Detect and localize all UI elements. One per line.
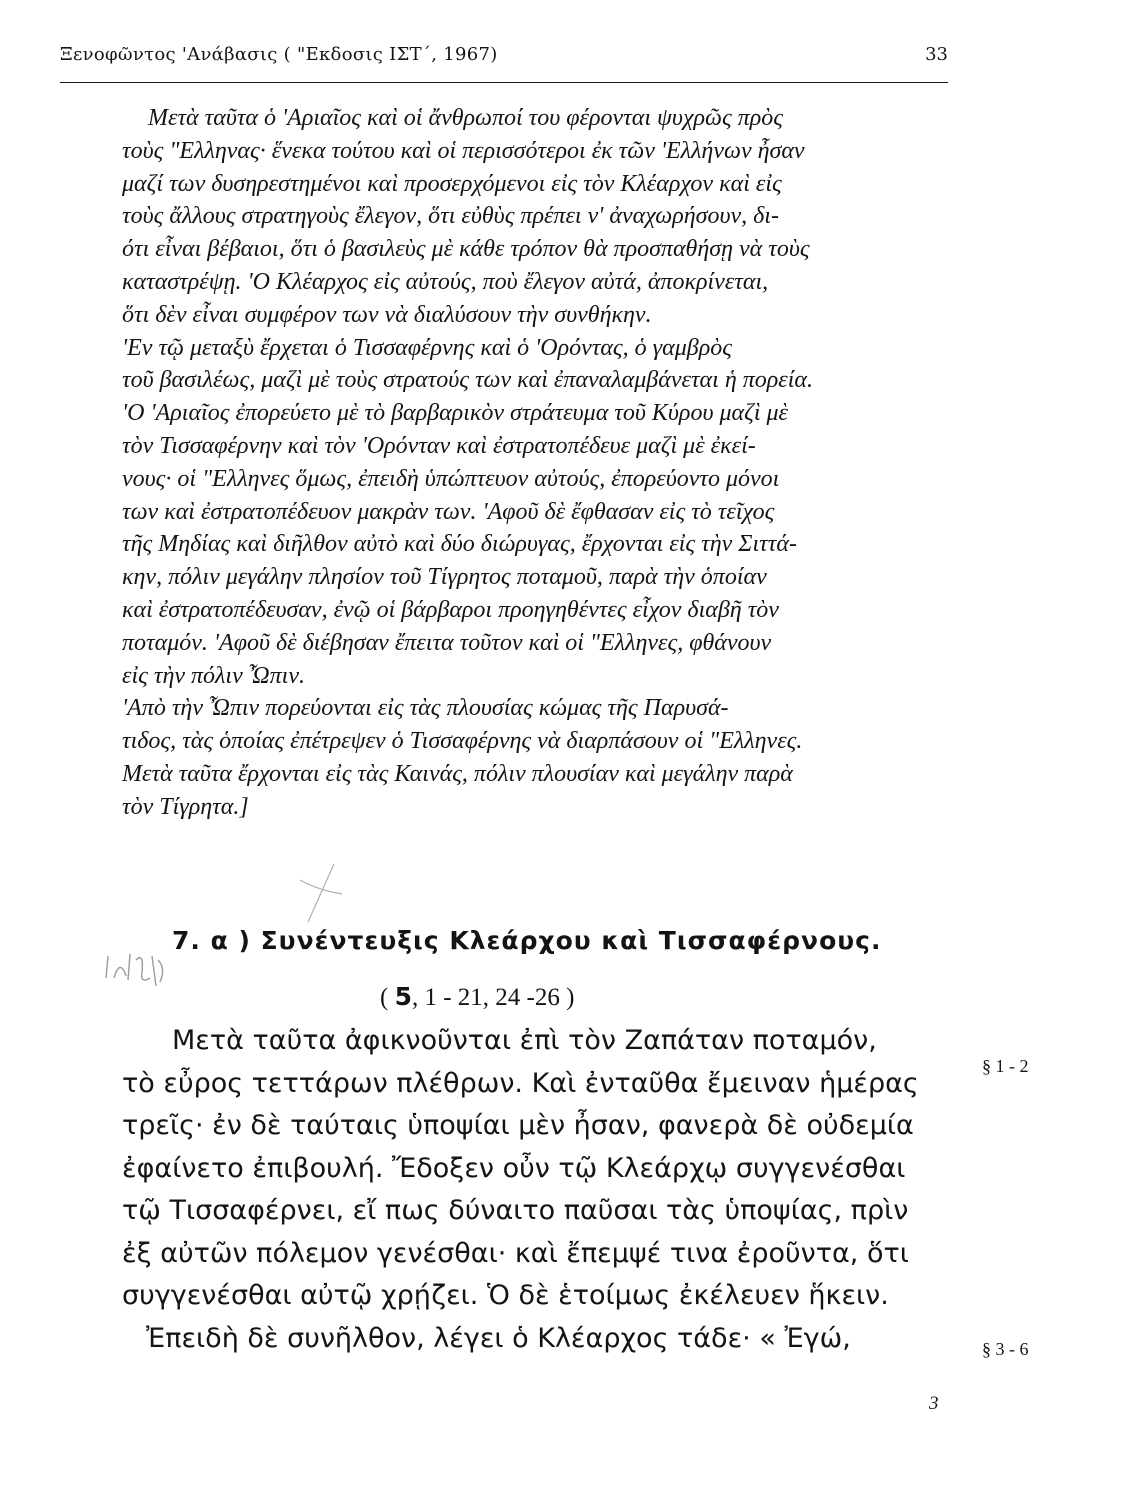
text-line: Ἐπειδὴ δὲ συνῆλθον, λέγει ὁ Κλέαρχος τάδε· « Ἐγώ, xyxy=(146,1322,851,1354)
text-line: καὶ ἐστρατοπέδευσαν, ἐνῷ οἱ βάρβαροι προηγηθέντες εἶχον διαβῆ τὸν xyxy=(122,596,779,623)
text-line: κην, πόλιν μεγάλην πλησίον τοῦ Τίγρητος ποταμοῦ, παρὰ τὴν ὁποίαν xyxy=(122,564,767,591)
ref-chapter: 5 xyxy=(394,982,412,1011)
handwritten-margin-mark xyxy=(100,938,170,998)
text-line: Μετὰ ταῦτα ἔρχονται εἰς τὰς Καινάς, πόλιν πλουσίαν καὶ μεγάλην παρὰ xyxy=(122,760,793,787)
running-title: Ξενοφῶντος 'Ανάβασις ( "Εκδοσις ΙΣΤ΄, 1967) xyxy=(60,44,498,65)
text-line: τοὺς "Ελληνας· ἕνεκα τούτου καὶ οἱ περισσότεροι ἐκ τῶν 'Ελλήνων ἦσαν xyxy=(122,137,805,164)
section-heading: 7. α ) Συνέντευξις Κλεάρχου καὶ Τισσαφέρνους. xyxy=(172,926,882,955)
text-line: Μετὰ ταῦτα ἀφικνοῦνται ἐπὶ τὸν Ζαπάταν ποταμόν, xyxy=(172,1025,877,1056)
ref-rest: , 1 - 21, 24 -26 ) xyxy=(411,984,575,1011)
text-line: 'Εν τῷ μεταξὺ ἔρχεται ὁ Τισσαφέρνης καὶ ὁ 'Ορόντας, ὁ γαμβρὸς xyxy=(122,334,732,361)
text-line: ποταμόν. 'Αφοῦ δὲ διέβησαν ἔπειτα τοῦτον καὶ οἱ "Ελληνες, φθάνουν xyxy=(122,629,772,656)
page-number: 33 xyxy=(925,44,948,65)
text-line: ἐφαίνετο ἐπιβουλή. Ἔδοξεν οὖν τῷ Κλεάρχῳ συγγενέσθαι xyxy=(122,1152,906,1184)
greek-text-block xyxy=(122,1020,962,1360)
text-line: τῆς Μηδίας καὶ διῆλθον αὐτὸ καὶ δύο διώρυγας, ἔρχονται εἰς τὴν Σιττά- xyxy=(122,531,797,558)
signature-mark: 3 xyxy=(929,1393,939,1414)
text-line: τρεῖς· ἐν δὲ ταύταις ὑποψίαι μὲν ἦσαν, φανερὰ δὲ οὐδεμία xyxy=(122,1110,914,1141)
text-line: τῷ Τισσαφέρνει, εἴ πως δύναιτο παῦσαι τὰς ὑποψίας, πρὶν xyxy=(122,1195,909,1226)
text-line: 'Ο 'Αριαῖος ἐπορεύετο μὲ τὸ βαρβαρικὸν στράτευμα τοῦ Κύρου μαζὶ μὲ xyxy=(122,400,788,427)
text-line: Μετὰ ταῦτα ὁ 'Αριαῖος καὶ οἱ ἄνθρωποί του φέρονται ψυχρῶς πρὸς xyxy=(148,105,783,131)
section-reference xyxy=(380,982,574,1012)
italic-summary-block xyxy=(122,102,958,824)
paragraph-sidenote: § 3 - 6 xyxy=(982,1339,1029,1359)
text-line: των καὶ ἐστρατοπέδευον μακρὰν των. 'Αφοῦ δὲ ἔφθασαν εἰς τὸ τεῖχος xyxy=(122,498,775,525)
text-line: μαζί των δυσηρεστημένοι καὶ προσερχόμενοι εἰς τὸν Κλέαρχον καὶ εἰς xyxy=(122,170,782,197)
pencil-cross-mark xyxy=(290,860,350,930)
text-line: τὸν Τίγρητα.] xyxy=(122,793,249,820)
paragraph-sidenote: § 1 - 2 xyxy=(982,1056,1029,1076)
header-rule xyxy=(60,82,948,83)
text-line: τοῦ βασιλέως, μαζὶ μὲ τοὺς στρατούς των καὶ ἐπαναλαμβάνεται ἡ πορεία. xyxy=(122,367,813,394)
text-line: τὸν Τισσαφέρνην καὶ τὸν 'Ορόνταν καὶ ἐστρατοπέδευε μαζὶ μὲ ἐκεί- xyxy=(122,432,756,459)
running-header xyxy=(60,44,948,74)
text-line: 'Απὸ τὴν Ὦπιν πορεύονται εἰς τὰς πλουσίας κώμας τῆς Παρυσά- xyxy=(122,695,729,722)
text-line: καταστρέψῃ. 'Ο Κλέαρχος εἰς αὐτούς, ποὺ ἔλεγον αὐτά, ἀποκρίνεται, xyxy=(122,268,769,295)
text-line: τὸ εὖρος τεττάρων πλέθρων. Καὶ ἐνταῦθα ἔμειναν ἡμέρας xyxy=(122,1067,919,1099)
text-line: τοὺς ἄλλους στρατηγοὺς ἔλεγον, ὅτι εὐθὺς πρέπει ν' ἀναχωρήσουν, δι- xyxy=(122,203,779,230)
text-line: τιδος, τὰς ὁποίας ἐπέτρεψεν ὁ Τισσαφέρνης νὰ διαρπάσουν οἱ "Ελληνες. xyxy=(122,728,803,755)
text-line: ἐξ αὐτῶν πόλεμον γενέσθαι· καὶ ἔπεμψέ τινα ἐροῦντα, ὅτι xyxy=(122,1237,909,1269)
text-line: ότι εἶναι βέβαιοι, ὅτι ὁ βασιλεὺς μὲ κάθε τρόπον θὰ προσπαθήσῃ νὰ τοὺς xyxy=(122,236,810,263)
text-line: ὅτι δὲν εἶναι συμφέρον των νὰ διαλύσουν τὴν συνθήκην. xyxy=(122,301,652,328)
text-line: συγγενέσθαι αὐτῷ χρῄζει. Ὁ δὲ ἑτοίμως ἐκέλευεν ἥκειν. xyxy=(122,1280,889,1311)
ref-open: ( xyxy=(380,984,395,1011)
text-line: νους· οἱ "Ελληνες ὅμως, ἐπειδὴ ὑπώπτευον αὐτούς, ἐπορεύοντο μόνοι xyxy=(122,465,780,492)
text-line: εἰς τὴν πόλιν Ὦπιν. xyxy=(122,662,305,689)
